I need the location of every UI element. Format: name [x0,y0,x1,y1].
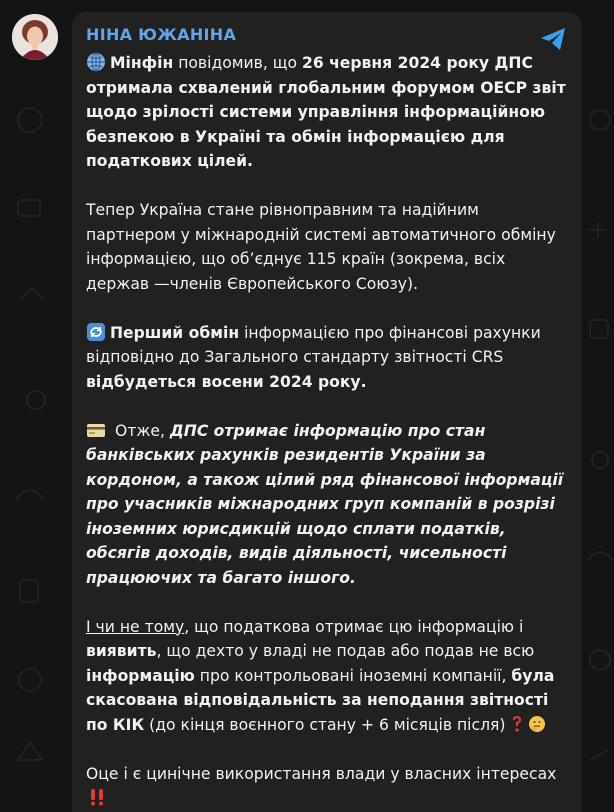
paragraph-3 [86,321,568,395]
author-avatar[interactable] [12,14,58,60]
p5-text-3: про контрольовані іноземні компанії, [194,666,512,685]
p5-text-2: , що дехто у владі не подав або подав не всю [156,642,535,660]
p1-text-1: повідомив, що [173,54,302,72]
p5-bold-2: інформацію [86,666,195,685]
repeat-arrows-icon [86,322,106,342]
ministry-name: Мінфін [110,54,174,72]
message-bubble [72,12,582,812]
p3-bold-1: Перший обмін [110,323,240,342]
paragraph-1 [86,51,568,174]
p4-text-1: Отже, [110,421,170,440]
p3-bold-2: відбудеться восени 2024 року. [86,372,367,391]
globe-icon [86,52,106,72]
author-name[interactable]: НІНА ЮЖАНІНА [86,25,237,44]
credit-card-icon [86,420,106,440]
paragraph-4 [86,419,568,591]
p3-text-1: інформацією про фінансові рахунки відповідно до Загального стандарту звітності CRS [86,323,541,366]
p6-text: Оце і є цинічне використання влади у власних інтересах [86,764,557,783]
telegram-share-icon[interactable] [538,24,568,54]
paragraph-6 [86,762,568,811]
p5-text-1: , що податкова отримає цю інформацію і [184,617,524,636]
paragraph-2: Тепер Україна стане рівноправним та надійним партнером у міжнародній системі автоматичного обміну інформацією, що об’єднує 115 країн (зокрема, всіх держав —членів Європейського Союзу). [86,201,556,293]
double-exclamation-icon [88,788,106,806]
p4-bold-italic: ДПС отримає інформацію про стан банківських рахунків резидентів України за кордоном, а також цілий ряд фінансової інформації про учасників міжнародних груп компаній в розрізі іноземних юрисдикцій щодо сплати податків, обсягів доходів, видів діяльності, чисельності працюючих та багато іншого. [86,421,564,587]
p5-underlined: І чи не тому [86,617,185,636]
thinking-face-icon [528,715,546,733]
p5-text-4: (до кінця воєнного стану + 6 місяців після) [144,715,506,734]
p5-bold-3: була скасована відповідальність за неподання звітності по КІК [86,666,555,734]
paragraph-5 [86,615,568,738]
red-question-icon [508,715,526,733]
p1-bold-2: 26 червня 2024 року ДПС отримала схвалений глобальним форумом ОЕСР звіт щодо зрілості системи управління інформаційною безпекою в Україні та обмін інформацією для податкових цілей. [86,54,566,170]
message-text [86,51,568,811]
p5-bold-1: виявить [86,642,157,660]
